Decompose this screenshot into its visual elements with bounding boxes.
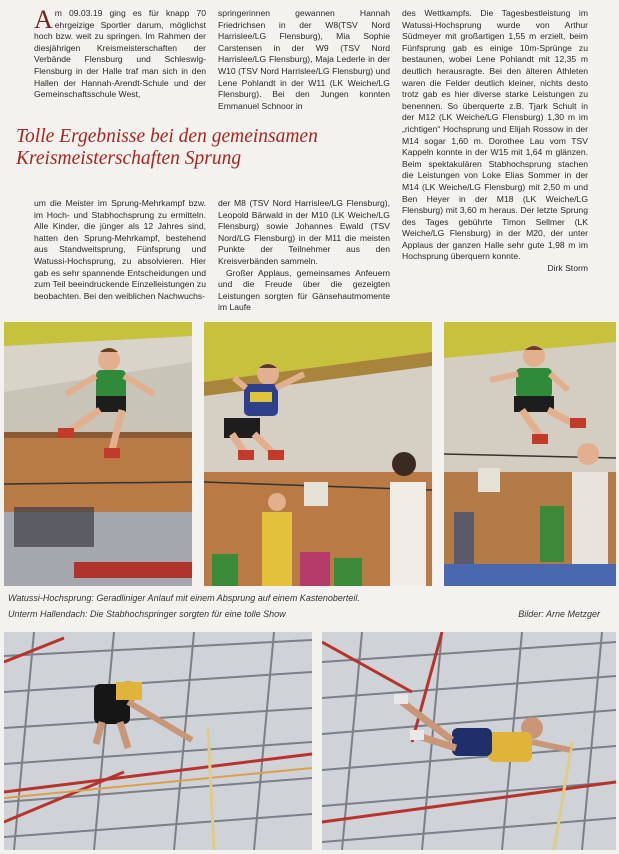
col1-top-text: m 09.03.19 ging es für knapp 70 ehrgeizige Sportler darum, möglichst hoch bzw. weit zu springen. Im Rahmen der diesjährigen Kreismeisterschaften der Verbände Flensburg und Schleswig-Flensburg in der Halle traf man sich in den Hallen der Hannah-Arendt-Schule und der Gemeinschaftsschule West, xyxy=(34,8,206,100)
headline-line-1: Tolle Ergebnisse bei den gemeinsamen xyxy=(16,126,318,147)
article-column-2-top xyxy=(218,8,390,118)
article-column-1-bottom xyxy=(34,198,206,313)
photo-watussi-2 xyxy=(204,322,432,586)
article-column-3 xyxy=(402,8,588,313)
photo-polevault-1 xyxy=(4,632,312,850)
col2-bottom-text: der M8 (TSV Nord Harrislee/LG Flensburg), Leopold Bärwald in der M10 (LK Weiche/LG Flensburg) sowie Johannes Ewald (TSV Nord/LG Flensburg) in der M11 die meisten Punkte der Teilnehmer aus den Kreisverbänden sammeln. xyxy=(218,198,390,266)
article-column-1-top xyxy=(34,5,206,118)
col1-bottom-text: um die Meister im Sprung-Mehrkampf bzw. im Hoch- und Stabhochsprung zu ermitteln. Alle Kinder, die jünger als 12 Jahres sind, hatten den Sprung-Mehrkampf, bestehend aus Standweitsprung, Fünfsprung und Watussi-Hochsprung, zu absolvieren. Hier gab es sehr spannende Entscheidungen und zum Teil beeindruckende Einzelleistungen zu beobachten. Bei den weiblichen Nachwuchs- xyxy=(34,198,206,301)
caption-line-1: Watussi-Hochsprung: Geradliniger Anlauf mit einem Absprung auf einem Kastenoberteil. xyxy=(8,593,360,603)
photo-watussi-1 xyxy=(4,322,192,586)
col3-text: des Wettkampfs. Die Tagesbestleistung im Watussi-Hochsprung wurde von Arthur Südmeyer mit großartigen 1,55 m erzielt, beim Fünfsprung gab es einige 10m-Sprünge zu bestaunen, wobei Lene Pohlandt mit 12,35 m deutlich herausragte. Bei den älteren Athleten waren die Felder deutlich kleiner, nichts desto trotz gab es hier diverse starke Leistungen zu benennen. So überquerte z.B. Tjark Schult in der M12 (LK Weiche/LG Flensburg) 1,30 m im „richtigen“ Hochsprung und Elijah Rossow in der M14 sogar 1,60 m. Dorothee Lau vom TSV Kappeln konnte in der W15 mit 1,64 m glänzen. Beim spektakulären Stabhochsprung stachen die Leistungen von Loke Elias Sommer in der M14 (LK Weiche/LG Flensburg) mit 2,50 m und Ben Heyer in der M18 (LK Weiche/LG Flensburg) mit 3,60 m heraus. Der letzte Sprung des Tages gebührte Timon Sellmer (LK Weiche/LG Flensburg) in der M20, der unter Applaus der ganzen Halle sehr gute 1,98 m im Hochsprung überquern konnte. xyxy=(402,8,588,262)
article-column-2-bottom xyxy=(218,198,390,313)
photo-watussi-3 xyxy=(444,322,616,586)
caption-line-2: Unterm Hallendach: Die Stabhochspringer sorgten für eine tolle Show xyxy=(8,609,286,619)
col2-top-text: springerinnen gewannen Hannah Friedrichsen in der W8(TSV Nord Harrislee/LG Flensburg), Mia Sophie Carstensen in der W9 (TSV Nord Harrislee/LG Flensburg), Maja Lederle in der W10 (TSV Nord Harrislee/LG Flensburg) und Lene Pohlandt in der W11 (LK Weiche/LG Flensburg). Bei den Jungen konnten Emmanuel Schnoor in xyxy=(218,8,390,111)
dropcap-letter: A xyxy=(34,5,53,34)
col2-bottom-text-p2: Großer Applaus, gemeinsames Anfeuern und die Freude über die gezeigten Leistungen sorgten für Gänsehautmomente im Laufe xyxy=(218,267,390,313)
photo-polevault-2 xyxy=(322,632,616,850)
headline xyxy=(16,126,396,170)
author-signature: Dirk Storm xyxy=(547,263,588,274)
photo-credit: Bilder: Arne Metzger xyxy=(518,609,600,619)
headline-line-2: Kreismeisterschaften Sprung xyxy=(16,148,242,169)
